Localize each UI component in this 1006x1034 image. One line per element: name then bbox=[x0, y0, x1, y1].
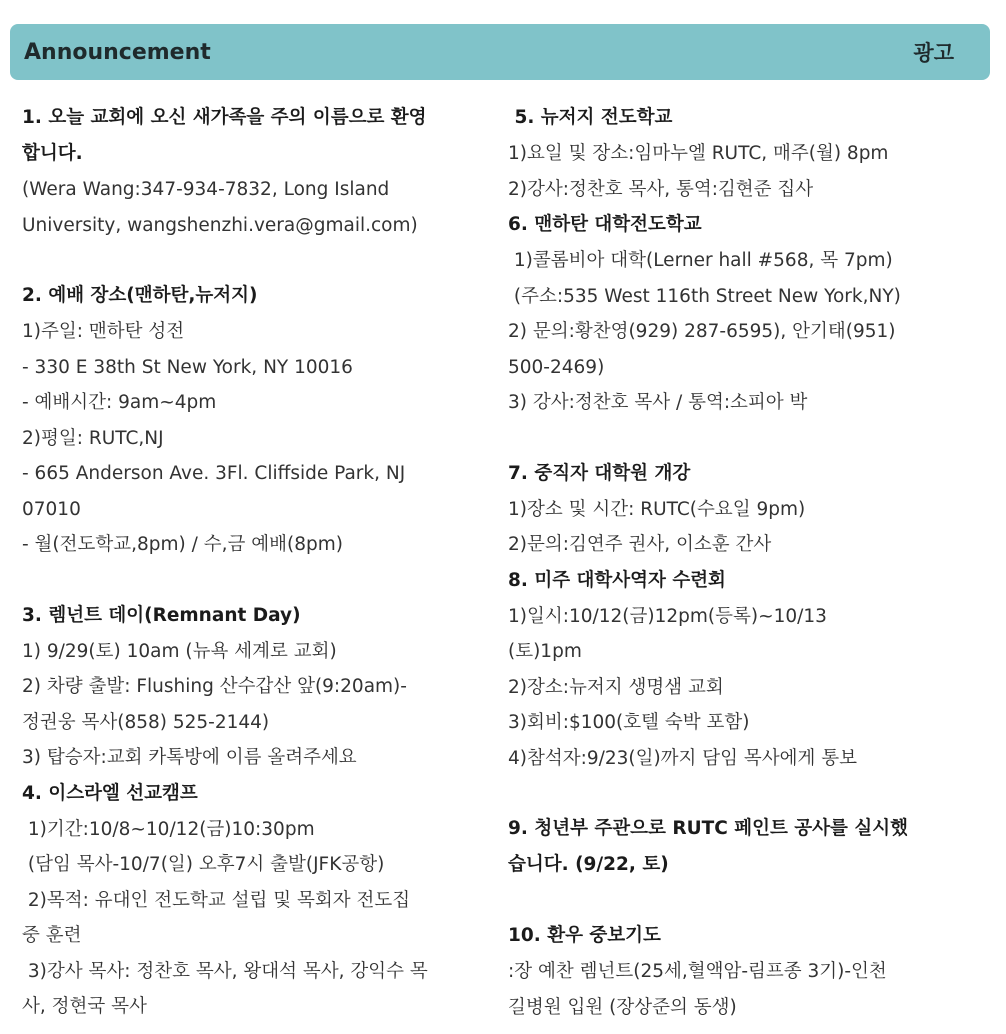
item-line: 4)참석자:9/23(일)까지 담임 목사에게 통보 bbox=[508, 747, 858, 769]
announcement-item bbox=[22, 776, 492, 1025]
item-line: 1)콜롬비아 대학(Lerner hall #568, 목 7pm) bbox=[508, 250, 893, 271]
announcement-item bbox=[508, 207, 988, 421]
section-spacer bbox=[508, 883, 988, 918]
item-heading: 7. 중직자 대학원 개강 bbox=[508, 462, 691, 484]
item-line: 07010 bbox=[22, 498, 81, 520]
section-spacer bbox=[22, 563, 492, 598]
item-line: 1)일시:10/12(금)12pm(등록)~10/13 bbox=[508, 605, 827, 627]
header-title-korean: 광고 bbox=[913, 41, 954, 65]
item-line: (Wera Wang:347-934-7832, Long Island bbox=[22, 179, 390, 200]
announcement-item bbox=[508, 563, 988, 777]
item-line: 1) 9/29(토) 10am (뉴욕 세계로 교회) bbox=[22, 640, 337, 662]
item-line: 2)문의:김연주 권사, 이소훈 간사 bbox=[508, 534, 772, 555]
item-line: 3) 강사:정찬호 목사 / 통역:소피아 박 bbox=[508, 392, 808, 413]
item-heading: 8. 미주 대학사역자 수련회 bbox=[508, 569, 726, 591]
item-line: 3)강사 목사: 정찬호 목사, 왕대석 목사, 강익수 목 bbox=[22, 960, 428, 982]
left-column bbox=[22, 100, 492, 1025]
item-line: 2)강사:정찬호 목사, 통역:김현준 집사 bbox=[508, 178, 814, 200]
section-spacer bbox=[22, 243, 492, 278]
right-column bbox=[508, 100, 988, 1025]
item-line: (주소:535 West 116th Street New York,NY) bbox=[508, 285, 901, 307]
announcement-item bbox=[508, 456, 988, 563]
item-line: 1)장소 및 시간: RUTC(수요일 9pm) bbox=[508, 498, 806, 520]
header-title: Announcement bbox=[24, 39, 211, 65]
item-heading: 10. 환우 중보기도 bbox=[508, 925, 661, 946]
item-heading: 4. 이스라엘 선교캠프 bbox=[22, 782, 198, 804]
item-line: 2) 차량 출발: Flushing 산수갑산 앞(9:20am)- bbox=[22, 676, 407, 697]
announcement-header bbox=[10, 24, 990, 80]
item-heading: 9. 청년부 주관으로 RUTC 페인트 공사를 실시했 습니다. (9/22, 토) bbox=[508, 818, 908, 875]
item-line: 길병원 입원 (장상준의 동생) bbox=[508, 996, 737, 1018]
announcement-item bbox=[508, 918, 988, 1025]
item-heading: 6. 맨하탄 대학전도학교 bbox=[508, 214, 702, 235]
item-heading: 5. 뉴저지 전도학교 bbox=[508, 107, 673, 128]
announcement-item bbox=[22, 598, 492, 776]
item-line: 중 훈련 bbox=[22, 925, 82, 946]
item-line: 2)목적: 유대인 전도학교 설립 및 목회자 전도집 bbox=[22, 889, 411, 911]
item-line: (담임 목사-10/7(일) 오후7시 출발(JFK공항) bbox=[22, 854, 385, 875]
announcement-item bbox=[508, 100, 988, 207]
item-line: 2)장소:뉴저지 생명샘 교회 bbox=[508, 676, 724, 698]
item-heading: 2. 예배 장소(맨하탄,뉴저지) bbox=[22, 285, 258, 306]
item-line: 1)기간:10/8~10/12(금)10:30pm bbox=[22, 818, 315, 840]
item-line: - 월(전도학교,8pm) / 수,금 예배(8pm) bbox=[22, 534, 343, 555]
section-spacer bbox=[508, 776, 988, 811]
item-line: - 330 E 38th St New York, NY 10016 bbox=[22, 356, 353, 378]
item-line: (토)1pm bbox=[508, 641, 582, 662]
item-line: 정권웅 목사(858) 525-2144) bbox=[22, 711, 270, 733]
item-line: 3) 탑승자:교회 카톡방에 이름 올려주세요 bbox=[22, 747, 357, 768]
item-line: - 665 Anderson Ave. 3Fl. Cliffside Park, NJ bbox=[22, 463, 406, 484]
item-line: 3)회비:$100(호텔 숙박 포함) bbox=[508, 712, 750, 733]
item-line: - 예배시간: 9am~4pm bbox=[22, 392, 217, 413]
item-line: 1)요일 및 장소:임마누엘 RUTC, 매주(월) 8pm bbox=[508, 143, 889, 164]
item-heading: 1. 오늘 교회에 오신 새가족을 주의 이름으로 환영 합니다. bbox=[22, 107, 427, 164]
item-line: 1)주일: 맨하탄 성전 bbox=[22, 321, 185, 342]
announcement-item bbox=[22, 278, 492, 563]
item-line: 2)평일: RUTC,NJ bbox=[22, 427, 164, 449]
item-line: 2) 문의:황찬영(929) 287-6595), 안기태(951) bbox=[508, 321, 896, 342]
announcement-item bbox=[508, 811, 988, 883]
item-line: 사, 정현국 목사 bbox=[22, 996, 147, 1017]
item-heading: 3. 렘넌트 데이(Remnant Day) bbox=[22, 604, 301, 626]
item-line: :장 예찬 렘넌트(25세,혈액암-림프종 3기)-인천 bbox=[508, 961, 887, 982]
item-line: 500-2469) bbox=[508, 356, 605, 378]
announcement-item bbox=[22, 100, 492, 243]
section-spacer bbox=[508, 421, 988, 456]
item-line: University, wangshenzhi.vera@gmail.com) bbox=[22, 214, 418, 236]
